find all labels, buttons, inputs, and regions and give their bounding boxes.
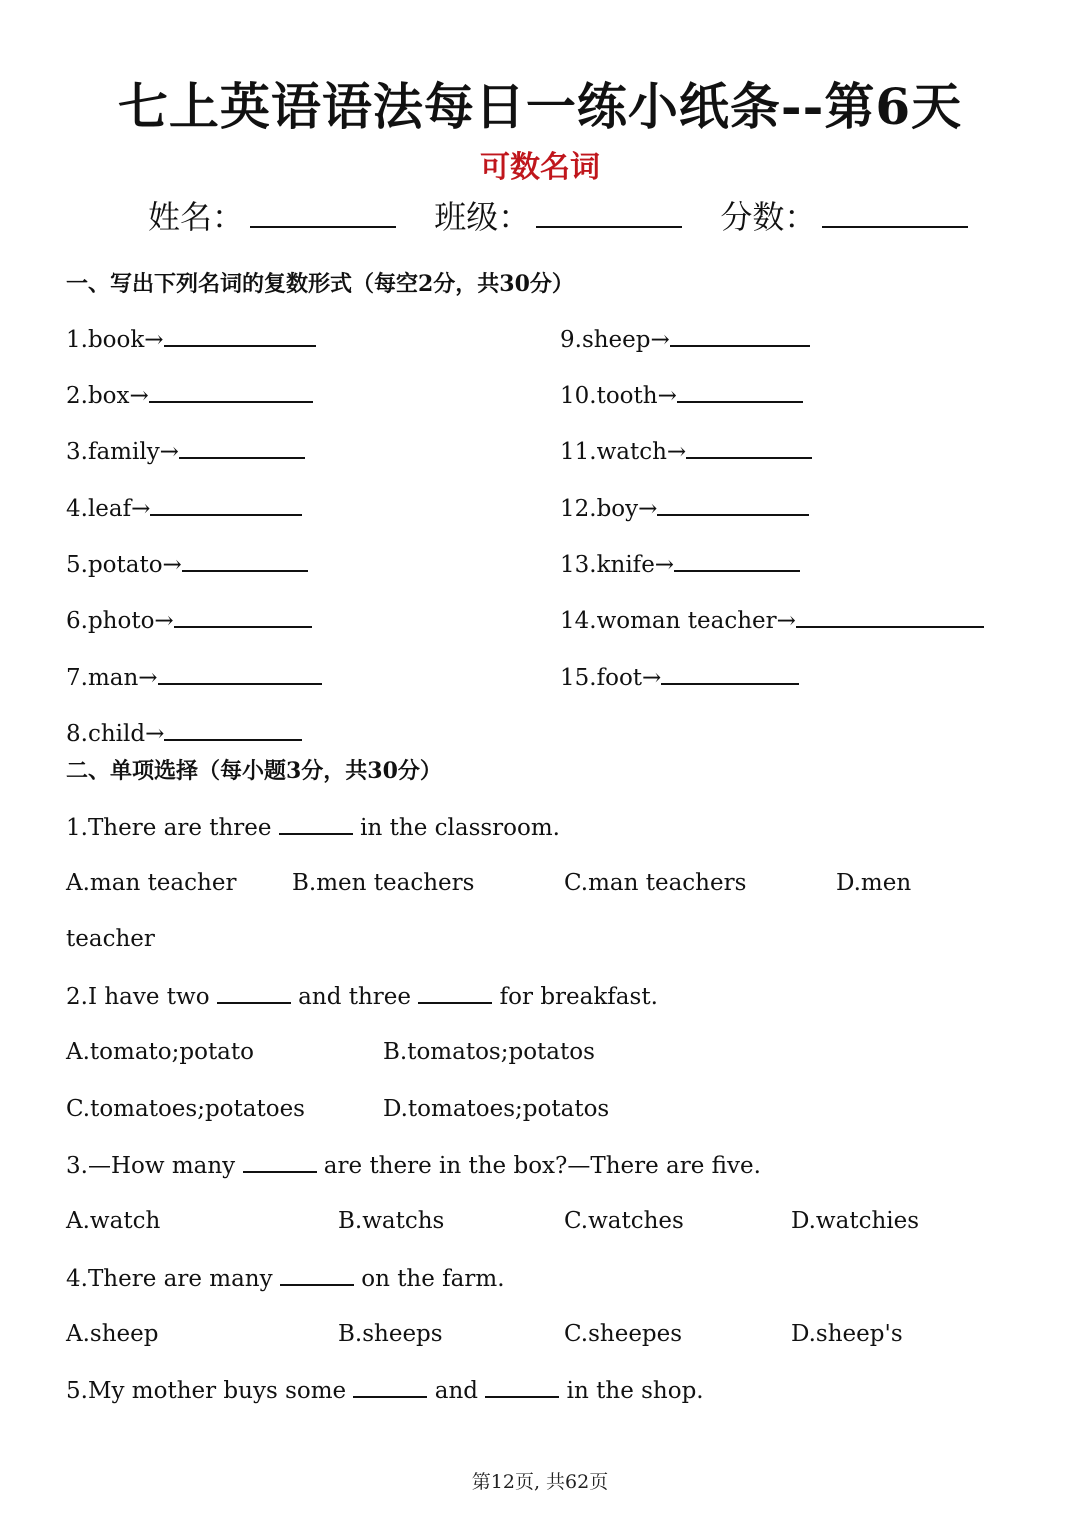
class-label: 班级： [434,198,531,236]
name-label: 姓名： [148,198,245,236]
question-text: for breakfast. [492,984,658,1010]
answer-blank[interactable] [179,435,305,459]
question-text: are there in the box?—There are five. [316,1153,761,1179]
score-blank[interactable] [822,196,968,228]
answer-blank[interactable] [150,492,302,516]
q1-option-a[interactable]: A.man teacher [66,870,237,896]
question-blank[interactable] [418,980,492,1004]
plural-item-label: 5.potato→ [66,552,182,578]
plural-item-13 [560,548,800,581]
answer-blank[interactable] [164,323,316,347]
question-text: 5.My mother buys some [66,1378,354,1404]
section-1-heading: 一、写出下列名词的复数形式（每空2分，共30分） [66,271,574,297]
answer-blank[interactable] [670,323,810,347]
student-info-row [148,194,996,240]
answer-blank[interactable] [657,492,809,516]
q1-option-d[interactable]: D.men [836,870,912,896]
question-blank[interactable] [243,1149,317,1173]
question-blank[interactable] [217,980,291,1004]
question-text: in the shop. [559,1378,704,1404]
answer-blank[interactable] [164,717,302,741]
score-field [720,194,968,240]
q4-option-d[interactable]: D.sheep's [791,1321,903,1347]
page-title: 七上英语语法每日一练小纸条--第6天 [117,77,963,136]
plural-item-label: 12.boy→ [560,496,658,522]
answer-blank[interactable] [686,435,812,459]
question-blank[interactable] [485,1374,559,1398]
question-text: on the farm. [353,1266,505,1292]
q2-option-a[interactable]: A.tomato;potato [66,1039,254,1065]
q2-option-d[interactable]: D.tomatoes;potatos [383,1096,610,1122]
name-blank[interactable] [250,196,396,228]
q3-option-b[interactable]: B.watchs [338,1208,445,1234]
answer-blank[interactable] [661,661,799,685]
plural-item-label: 3.family→ [66,439,179,465]
question-1 [66,811,560,844]
section-2-heading: 二、单项选择（每小题3分，共30分） [66,758,442,784]
plural-item-label: 7.man→ [66,665,158,691]
q3-option-a[interactable]: A.watch [66,1208,161,1234]
plural-item-label: 14.woman teacher→ [560,608,796,634]
answer-blank[interactable] [182,548,308,572]
plural-item-label: 4.leaf→ [66,496,151,522]
plural-item-label: 6.photo→ [66,608,174,634]
plural-item-label: 13.knife→ [560,552,675,578]
question-text: and [427,1378,486,1404]
question-text: 3.—How many [66,1153,243,1179]
plural-item-11 [560,435,812,468]
question-text: and three [290,984,419,1010]
plural-item-12 [560,492,809,525]
plural-item-2 [66,379,313,412]
q4-option-a[interactable]: A.sheep [66,1321,159,1347]
page-number-footer: 第12页, 共62页 [471,1471,609,1493]
plural-item-10 [560,379,803,412]
plural-item-1 [66,323,316,356]
plural-item-14 [560,604,984,637]
q1-option-b[interactable]: B.men teachers [292,870,475,896]
q4-option-b[interactable]: B.sheeps [338,1321,443,1347]
question-5 [66,1374,704,1407]
plural-item-label: 15.foot→ [560,665,662,691]
plural-item-6 [66,604,312,637]
plural-item-3 [66,435,305,468]
question-text: 4.There are many [66,1266,280,1292]
q2-option-c[interactable]: C.tomatoes;potatoes [66,1096,305,1122]
q4-option-c[interactable]: C.sheepes [564,1321,683,1347]
answer-blank[interactable] [674,548,800,572]
score-label: 分数： [720,198,817,236]
class-field [434,194,682,240]
q2-option-b[interactable]: B.tomatos;potatos [383,1039,595,1065]
answer-blank[interactable] [174,604,312,628]
plural-item-4 [66,492,302,525]
page-subtitle: 可数名词 [480,150,600,185]
question-text: 1.There are three [66,815,279,841]
plural-item-label: 10.tooth→ [560,383,677,409]
question-blank[interactable] [280,1262,354,1286]
question-text: in the classroom. [352,815,560,841]
plural-item-label: 2.box→ [66,383,149,409]
plural-item-5 [66,548,308,581]
q3-option-c[interactable]: C.watches [564,1208,684,1234]
answer-blank[interactable] [796,604,984,628]
answer-blank[interactable] [158,661,322,685]
question-blank[interactable] [353,1374,427,1398]
plural-item-label: 11.watch→ [560,439,687,465]
q1-option-d-wrap: teacher [66,926,155,952]
answer-blank[interactable] [677,379,803,403]
plural-item-label: 8.child→ [66,721,165,747]
plural-item-label: 1.book→ [66,327,164,353]
question-blank[interactable] [279,811,353,835]
question-text: 2.I have two [66,984,217,1010]
plural-item-7 [66,661,322,694]
class-blank[interactable] [536,196,682,228]
plural-item-label: 9.sheep→ [560,327,670,353]
q3-option-d[interactable]: D.watchies [791,1208,920,1234]
plural-item-9 [560,323,810,356]
plural-item-8 [66,717,302,750]
question-4 [66,1262,505,1295]
q1-option-c[interactable]: C.man teachers [564,870,747,896]
name-field [148,194,396,240]
plural-item-15 [560,661,799,694]
question-2 [66,980,658,1013]
answer-blank[interactable] [149,379,313,403]
question-3 [66,1149,761,1182]
